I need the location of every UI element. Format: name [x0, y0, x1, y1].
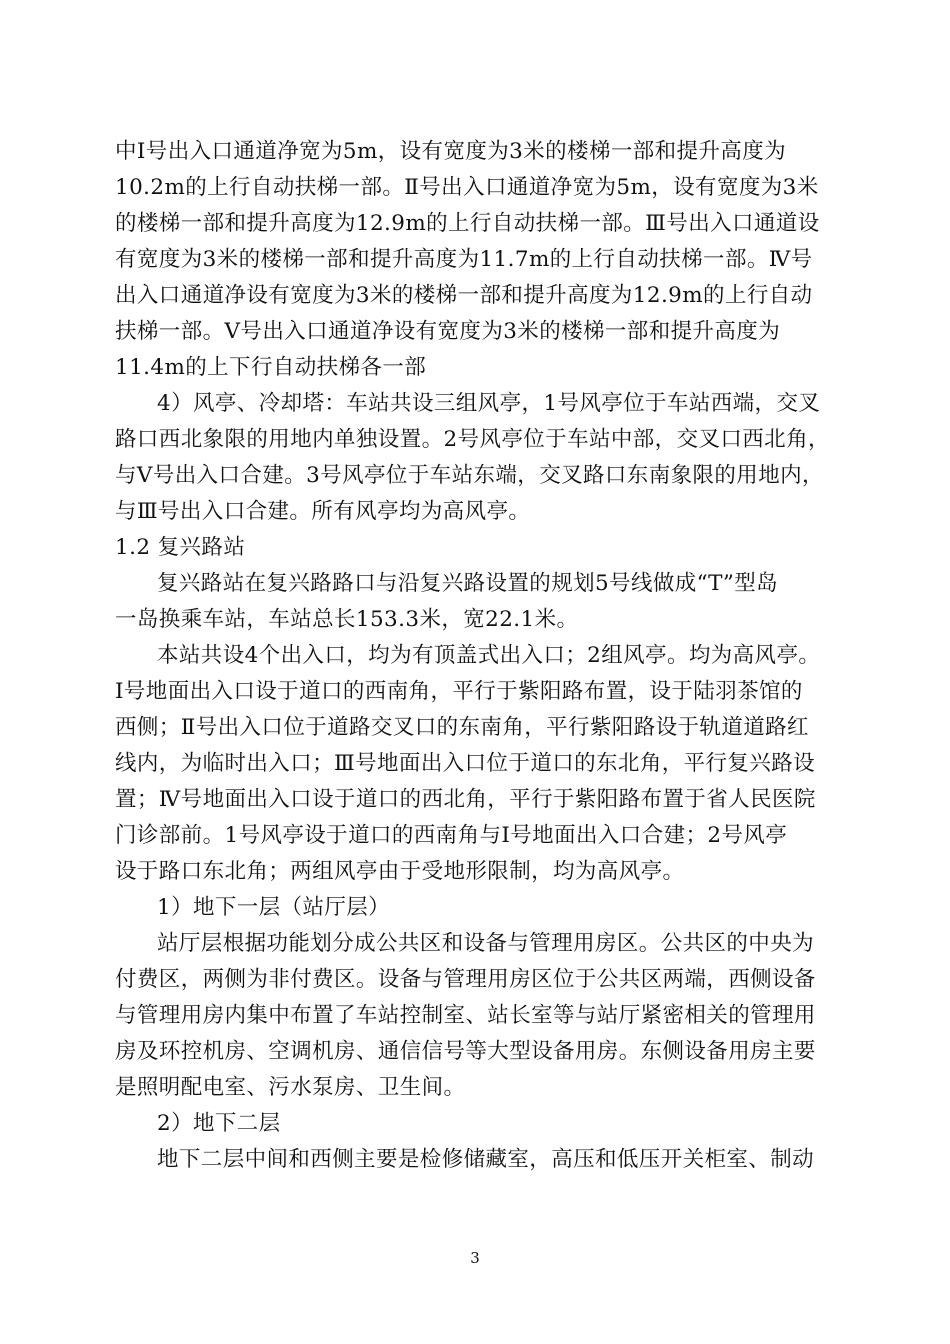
body-line-5: 出入口通道净设有宽度为3米的楼梯一部和提升高度为12.9m的上行自动 — [115, 283, 813, 308]
body-line-4: 有宽度为3米的楼梯一部和提升高度为11.7m的上行自动扶梯一部。Ⅳ号 — [115, 247, 813, 272]
body-line-1: 中Ⅰ号出入口通道净宽为5m，设有宽度为3米的楼梯一部和提升高度为 — [115, 139, 787, 164]
body-line-14: 一岛换乘车站，车站总长153.3米，宽22.1米。 — [115, 607, 579, 632]
body-line-19: 置；Ⅳ号地面出入口设于道口的西北角，平行于紫阳路布置于省人民医院 — [115, 787, 816, 812]
body-line-11: 与Ⅲ号出入口合建。所有风亭均为高风亭。 — [115, 499, 531, 524]
body-line-24: 付费区，两侧为非付费区。设备与管理用房区位于公共区两端，西侧设备 — [115, 967, 816, 992]
body-line-21: 设于路口东北角；两组风亭由于受地形限制，均为高风亭。 — [115, 859, 685, 884]
subheading-b1: 1）地下一层（站厅层） — [157, 895, 391, 920]
body-line-9: 路口西北象限的用地内单独设置。2号风亭位于车站中部，交叉口西北角， — [115, 427, 830, 452]
body-line-3: 的楼梯一部和提升高度为12.9m的上行自动扶梯一部。Ⅲ号出入口通道设 — [115, 211, 820, 236]
body-line-15: 本站共设4个出入口，均为有顶盖式出入口；2组风亭。均为高风亭。 — [157, 643, 821, 668]
body-line-2: 10.2m的上行自动扶梯一部。Ⅱ号出入口通道净宽为5m，设有宽度为3米 — [115, 175, 819, 200]
body-line-27: 是照明配电室、污水泵房、卫生间。 — [115, 1075, 466, 1100]
body-line-25: 与管理用房内集中布置了车站控制室、站长室等与站厅紧密相关的管理用 — [115, 1003, 816, 1028]
body-line-20: 门诊部前。1号风亭设于道口的西南角与Ⅰ号地面出入口合建；2号风亭 — [115, 823, 788, 848]
page-number: 3 — [470, 1249, 480, 1267]
body-line-6: 扶梯一部。Ⅴ号出入口通道净设有宽度为3米的楼梯一部和提升高度为 — [115, 319, 781, 344]
body-line-29: 地下二层中间和西侧主要是检修储藏室，高压和低压开关柜室、制动 — [157, 1147, 815, 1172]
body-line-17: 西侧；Ⅱ号出入口位于道路交叉口的东南角，平行紫阳路设于轨道道路红 — [115, 715, 809, 740]
body-line-8: 4）风亭、冷却塔：车站共设三组风亭，1号风亭位于车站西端，交叉 — [157, 391, 821, 416]
body-line-10: 与Ⅴ号出入口合建。3号风亭位于车站东端，交叉路口东南象限的用地内， — [115, 463, 824, 488]
body-line-23: 站厅层根据功能划分成公共区和设备与管理用房区。公共区的中央为 — [157, 931, 815, 956]
body-line-26: 房及环控机房、空调机房、通信信号等大型设备用房。东侧设备用房主要 — [115, 1039, 816, 1064]
body-line-7: 11.4m的上下行自动扶梯各一部 — [115, 355, 427, 380]
body-line-13: 复兴路站在复兴路路口与沿复兴路设置的规划5号线做成“T”型岛 — [157, 571, 779, 596]
body-line-18: 线内，为临时出入口；Ⅲ号地面出入口位于道口的东北角，平行复兴路设 — [115, 751, 816, 776]
body-line-16: Ⅰ号地面出入口设于道口的西南角，平行于紫阳路布置，设于陆羽茶馆的 — [115, 679, 803, 704]
subheading-b2: 2）地下二层 — [157, 1111, 281, 1136]
section-heading: 1.2 复兴路站 — [115, 535, 246, 560]
